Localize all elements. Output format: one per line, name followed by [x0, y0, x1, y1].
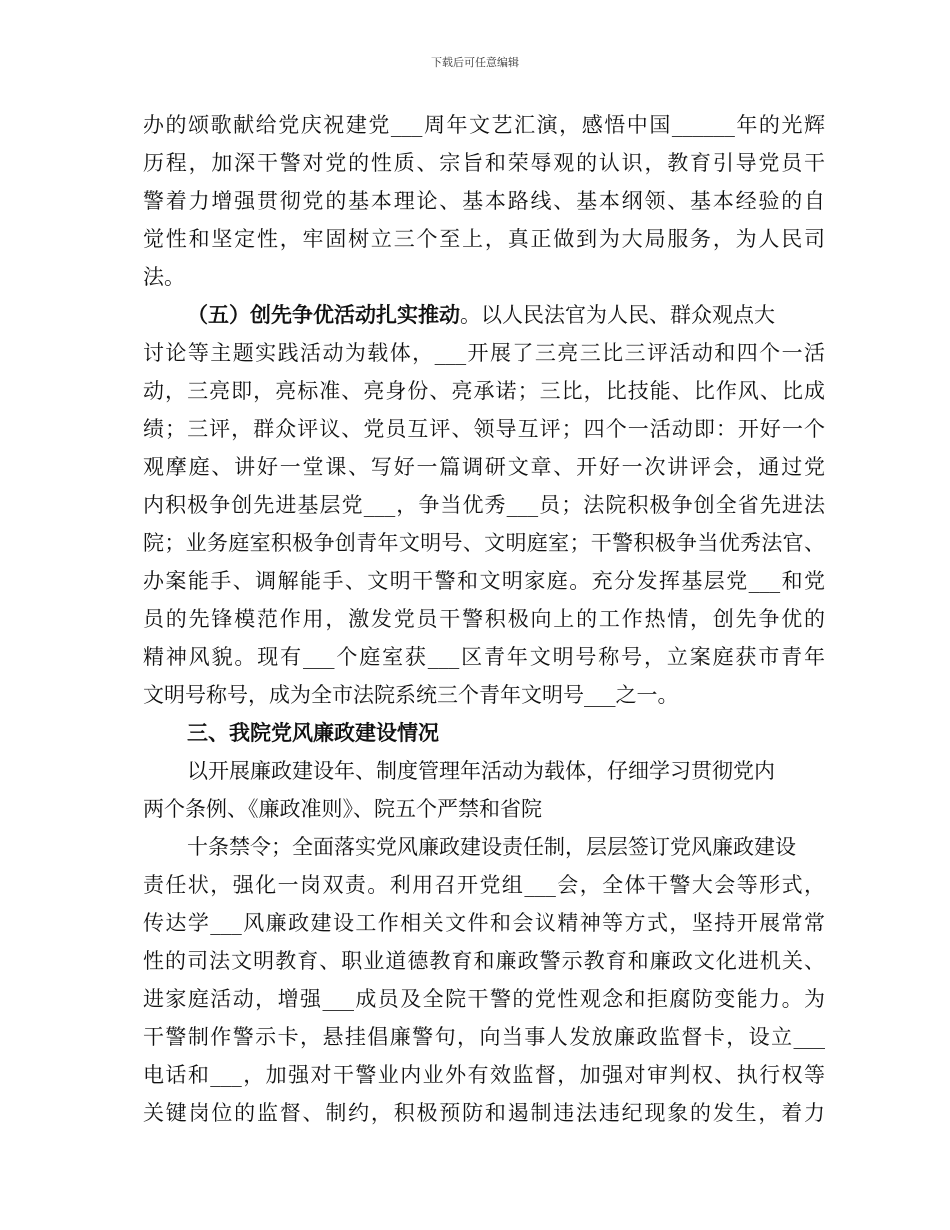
text-line: 进家庭活动，增强___成员及全院干警的党性观念和拒腐防变能力。为: [143, 987, 825, 1011]
subsection-heading: （五）创先争优活动扎实推动: [187, 303, 460, 327]
text-line: 内积极争创先进基层党___，争当优秀___员；法院积极争创全省先进法: [143, 493, 825, 517]
text-line: 绩；三评，群众评议、党员互评、领导互评；四个一活动即：开好一个: [143, 417, 825, 441]
text-line: 办的颂歌献给党庆祝建党___周年文艺汇演，感悟中国______年的光辉: [143, 113, 825, 137]
text-line: 十条禁令；全面落实党风廉政建设责任制，层层签订党风廉政建设: [187, 835, 796, 859]
text-line: 法。: [143, 265, 185, 289]
text-line: 警着力增强贯彻党的基本理论、基本路线、基本纲领、基本经验的自: [143, 189, 825, 213]
text-line: 历程，加深干警对党的性质、宗旨和荣辱观的认识，教育引导党员干: [143, 151, 825, 175]
text-line: 性的司法文明教育、职业道德教育和廉政警示教育和廉政文化进机关、: [143, 949, 825, 973]
text-line: 电话和___，加强对干警业内业外有效监督，加强对审判权、执行权等: [143, 1063, 825, 1087]
text-line: 传达学___风廉政建设工作相关文件和会议精神等方式，坚持开展常常: [143, 911, 825, 935]
text-line: 两个条例、《廉政准则》、院五个严禁和省院: [143, 797, 542, 821]
text-line: 办案能手、调解能手、文明干警和文明家庭。充分发挥基层党___和党: [143, 569, 825, 593]
text-line: 精神风貌。现有___个庭室获___区青年文明号称号，立案庭获市青年: [143, 645, 825, 669]
text-line: 文明号称号，成为全市法院系统三个青年文明号___之一。: [143, 683, 679, 707]
document-body: [143, 106, 825, 1132]
text-line: 员的先锋模范作用，激发党员干警积极向上的工作热情，创先争优的: [143, 607, 825, 631]
text-line: 以开展廉政建设年、制度管理年活动为载体，仔细学习贯彻党内: [187, 759, 775, 783]
text-line: 观摩庭、讲好一堂课、写好一篇调研文章、开好一次讲评会，通过党: [143, 455, 825, 479]
header-note: 下载后可任意编辑: [431, 56, 519, 69]
text-span: 。以人民法官为人民、群众观点大: [460, 303, 775, 327]
text-line: 关键岗位的监督、制约，积极预防和遏制违法违纪现象的发生，着力: [143, 1101, 825, 1125]
text-line: 动，三亮即，亮标准、亮身份、亮承诺；三比，比技能、比作风、比成: [143, 379, 825, 403]
text-line: 讨论等主题实践活动为载体，___开展了三亮三比三评活动和四个一活: [143, 341, 825, 365]
text-line: 院；业务庭室积极争创青年文明号、文明庭室；干警积极争当优秀法官、: [143, 531, 825, 555]
paragraph-heading-line: [143, 296, 825, 334]
text-line: 责任状，强化一岗双责。利用召开党组___会，全体干警大会等形式，: [143, 873, 825, 897]
text-line: 觉性和坚定性，牢固树立三个至上，真正做到为大局服务，为人民司: [143, 227, 825, 251]
section-heading: 三、我院党风廉政建设情况: [187, 721, 439, 745]
text-line: 干警制作警示卡，悬挂倡廉警句，向当事人发放廉政监督卡，设立___: [143, 1025, 825, 1049]
